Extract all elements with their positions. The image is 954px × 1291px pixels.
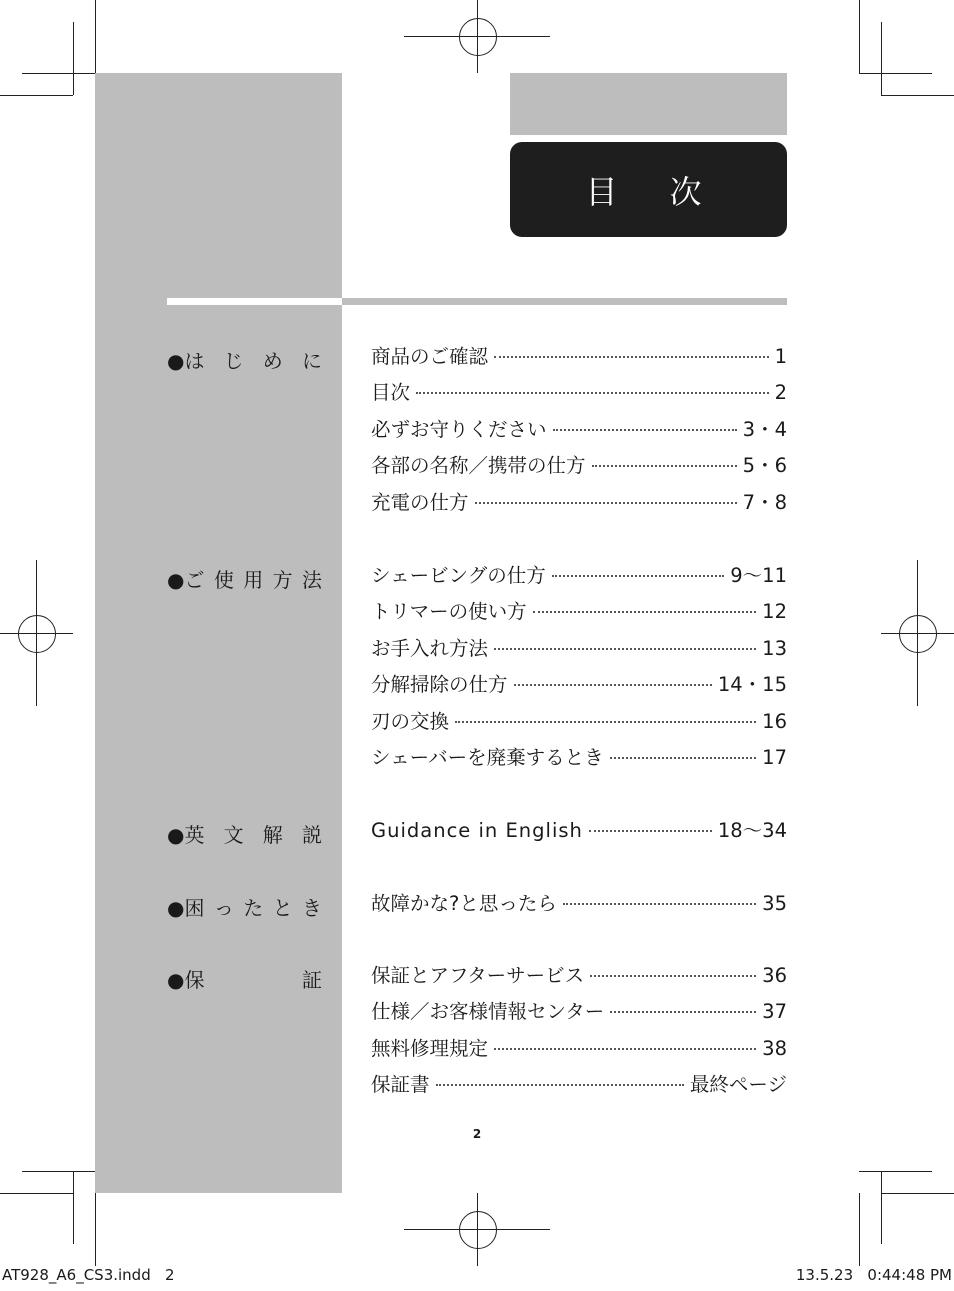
section-label-char: に [301, 349, 322, 373]
section-label-char: 使 [213, 568, 234, 592]
section-label-char: 用 [243, 568, 264, 592]
registration-mark [459, 18, 497, 56]
dot-leader [416, 392, 769, 394]
footer-filename: AT928_A6_CS3.indd 2 [2, 1266, 175, 1284]
section-label [167, 892, 322, 921]
section-label [167, 345, 322, 374]
section-label-char: 方 [272, 568, 293, 592]
toc-entry-title: 刃の交換 [371, 709, 450, 733]
section-label-char: ●ご [167, 568, 205, 592]
crop-mark [73, 22, 74, 95]
crop-mark [881, 1193, 954, 1194]
crop-mark [859, 1171, 932, 1172]
toc-entry-page: 7・8 [742, 490, 787, 514]
toc-entry [371, 742, 787, 778]
crop-mark [95, 0, 96, 73]
toc-entry-title: 無料修理規定 [371, 1036, 489, 1060]
toc-entry [371, 341, 787, 377]
page-number: 2 [472, 1127, 482, 1141]
section-label-char: と [272, 896, 293, 920]
toc-entry [371, 1069, 787, 1105]
toc-entry-page: 18〜34 [717, 819, 787, 842]
crop-mark [22, 73, 95, 74]
footer-timestamp: 13.5.23 0:44:48 PM [795, 1266, 952, 1284]
toc-entry-title: お手入れ方法 [371, 636, 489, 660]
toc-entry-title: 商品のご確認 [371, 345, 489, 368]
toc-entry [371, 996, 787, 1032]
section-label-char: ●は [167, 349, 205, 373]
section-label-char: 文 [223, 823, 244, 847]
toc-entry [371, 487, 787, 523]
toc-entry-title: 分解掃除の仕方 [371, 673, 508, 697]
registration-mark [18, 615, 56, 653]
toc-entry-title: シェーバーを廃棄するとき [371, 746, 604, 769]
dot-leader [610, 1011, 756, 1013]
toc-entry-title: 各部の名称／携帯の仕方 [371, 454, 586, 478]
dot-leader [610, 757, 757, 759]
section-label-char: ●英 [167, 823, 205, 847]
toc-entry-page: 最終ページ [689, 1073, 787, 1097]
crop-mark [859, 1193, 860, 1266]
section-label-char: 証 [302, 968, 322, 992]
toc-entry [371, 377, 787, 413]
toc-entry [371, 596, 787, 632]
toc-entry-title: 保証とアフターサービス [371, 964, 585, 987]
dot-leader [533, 611, 757, 613]
section-label-char: じ [223, 349, 244, 373]
divider [167, 298, 342, 305]
section-label [167, 564, 322, 593]
section-label-char: っ [213, 896, 234, 920]
dot-leader [475, 502, 737, 504]
dot-leader [494, 1048, 756, 1050]
crop-mark [859, 0, 860, 73]
dot-leader [436, 1084, 684, 1086]
section-label-char: き [301, 896, 322, 920]
dot-leader [514, 684, 712, 686]
dot-leader [494, 648, 756, 650]
section-label-char: め [262, 349, 283, 373]
section-label-char: 法 [301, 568, 322, 592]
toc-entry [371, 669, 787, 705]
section-label [167, 819, 322, 848]
toc-entry-page: 36 [762, 964, 787, 987]
section-label-char: ●困 [167, 896, 205, 920]
toc-entry [371, 414, 787, 450]
toc-entry-title: シェービングの仕方 [371, 564, 546, 587]
dot-leader [590, 975, 756, 977]
crop-mark [95, 1193, 96, 1266]
registration-mark [459, 1211, 497, 1249]
toc-entry [371, 960, 787, 996]
dot-leader [589, 830, 712, 832]
crop-mark [881, 22, 882, 95]
toc-entry-title: 目次 [371, 381, 411, 405]
toc-entry-page: 37 [762, 1000, 787, 1024]
dot-leader [552, 575, 725, 577]
toc-entry-title: Guidance in English [371, 819, 583, 842]
toc-entry-page: 12 [762, 600, 787, 624]
toc-entry-page: 14・15 [717, 673, 787, 697]
toc-entry [371, 888, 787, 924]
toc-entry-title: 仕様／お客様情報センター [371, 1000, 605, 1024]
section-label-char: 解 [262, 823, 283, 847]
toc-entry-page: 2 [774, 381, 787, 405]
toc-entry-page: 13 [762, 636, 787, 660]
dot-leader [563, 903, 756, 905]
side-panel [95, 73, 342, 1193]
divider [342, 298, 787, 305]
toc-entry-title: 故障かな?と思ったら [371, 892, 557, 915]
toc-entry-page: 35 [762, 892, 787, 915]
toc-entry [371, 815, 787, 851]
toc-entry [371, 706, 787, 742]
toc-entry-page: 9〜11 [730, 564, 787, 587]
crop-mark [73, 1171, 74, 1244]
dot-leader [494, 356, 769, 358]
crop-mark [0, 1193, 73, 1194]
section-label [167, 964, 322, 993]
toc-entry-page: 5・6 [742, 454, 787, 478]
crop-mark [881, 1171, 882, 1244]
toc-entry-page: 16 [762, 709, 787, 733]
registration-mark [899, 615, 937, 653]
section-label-char: 説 [301, 823, 322, 847]
toc-entry-page: 38 [762, 1036, 787, 1060]
crop-mark [881, 95, 954, 96]
toc-entry-page: 1 [774, 345, 787, 368]
toc-entry-page: 3・4 [742, 417, 787, 441]
crop-mark [22, 1171, 95, 1172]
toc-entry-page: 17 [762, 746, 787, 769]
dot-leader [553, 429, 737, 431]
page-title: 目 次 [510, 142, 787, 237]
crop-mark [0, 95, 73, 96]
toc-entry-title: 保証書 [371, 1073, 430, 1097]
toc-entry [371, 1033, 787, 1069]
toc-entry [371, 450, 787, 486]
dot-leader [592, 465, 737, 467]
toc-entry [371, 560, 787, 596]
header-tab [510, 73, 787, 135]
toc-entry-title: 充電の仕方 [371, 490, 469, 514]
toc-entry [371, 633, 787, 669]
section-label-char: ●保 [167, 968, 205, 992]
toc-entry-title: トリマーの使い方 [371, 600, 527, 624]
section-label-char: た [243, 896, 264, 920]
toc-entry-title: 必ずお守りください [371, 417, 547, 441]
crop-mark [859, 73, 932, 74]
dot-leader [455, 721, 756, 723]
